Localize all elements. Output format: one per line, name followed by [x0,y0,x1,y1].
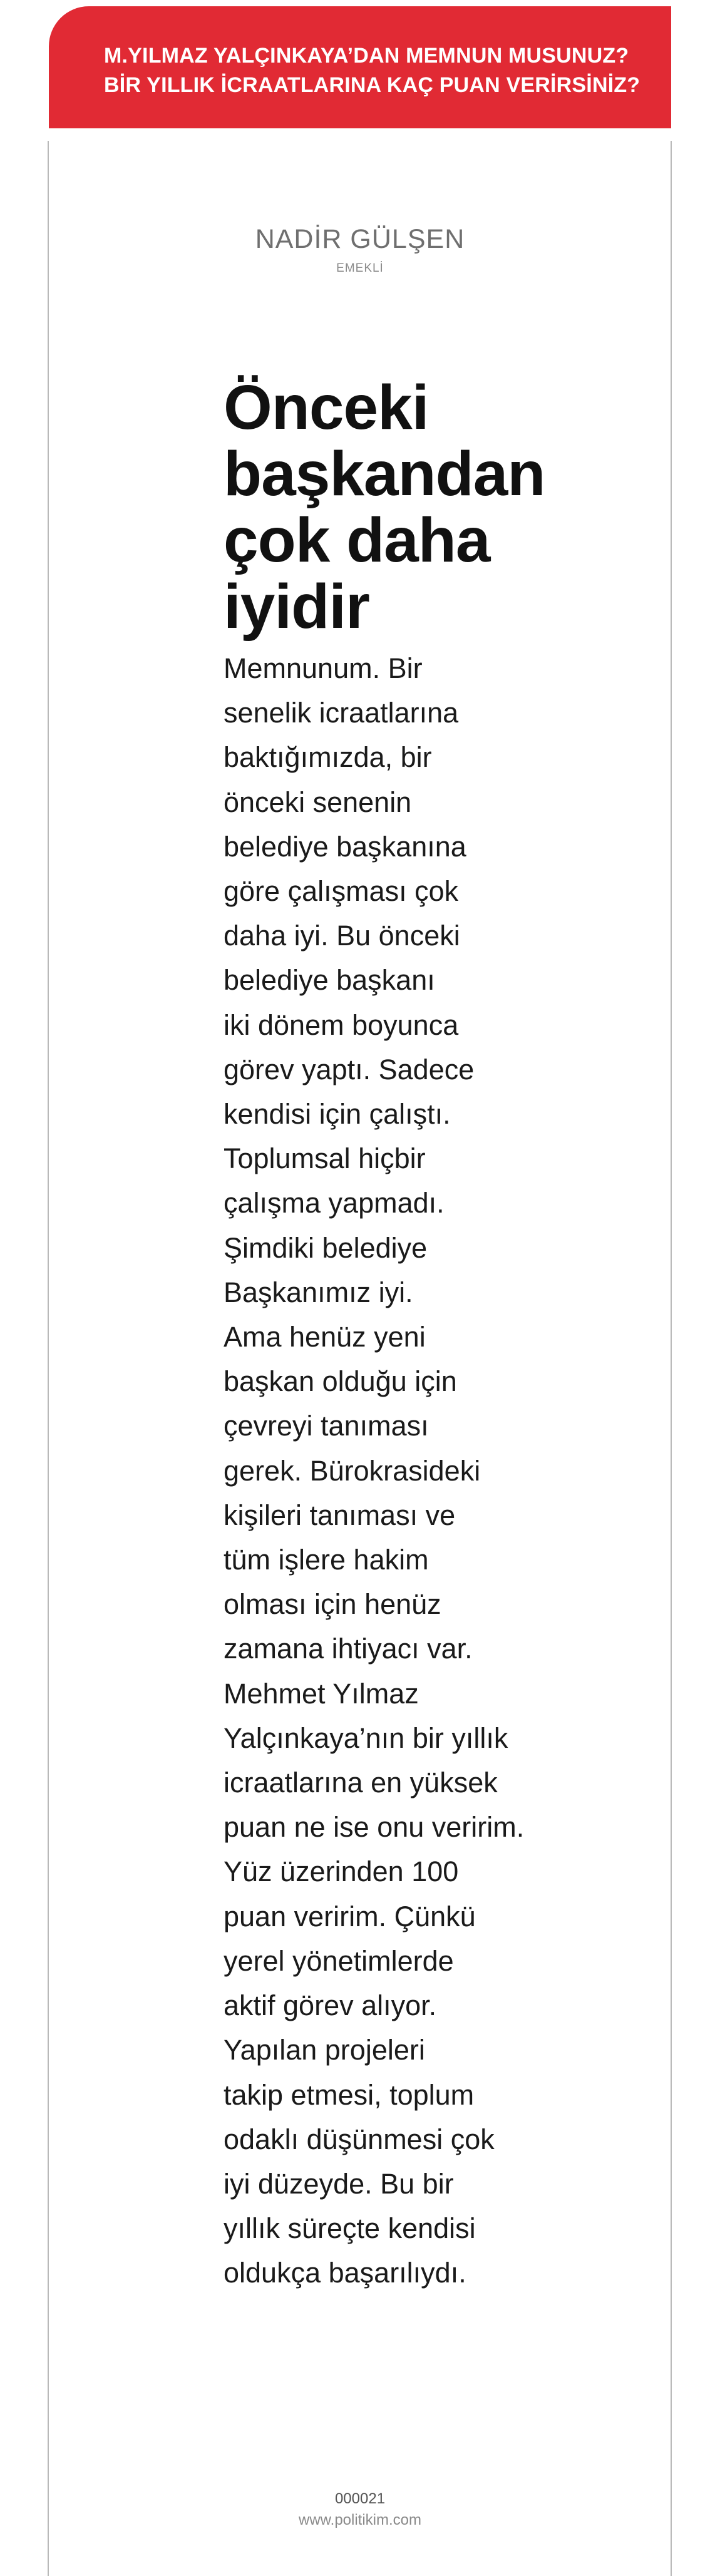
headline [224,372,545,642]
article-body-line: daha iyi. Bu önceki [224,920,460,952]
article-body-line: oldukça başarılıydı. [224,2257,466,2289]
article-body-line: Ama henüz yeni [224,1321,426,1353]
banner-question-line-2: BİR YILLIK İCRAATLARINA KAÇ PUAN VERİRSİNİZ? [104,73,640,97]
article-body-line: Yapılan projeleri [224,2034,425,2066]
article-body [224,646,525,2296]
article-body-line: iki dönem boyunca [224,1008,459,1041]
question-banner [49,6,671,128]
article-body-line: baktığımızda, bir [224,741,432,774]
article-body-line: Yüz üzerinden 100 [224,1855,459,1888]
article-body-line: puan ne ise onu veririm. [224,1811,525,1844]
article-body-line: takip etmesi, toplum [224,2078,475,2111]
article-body-line: belediye başkanı [224,964,435,997]
frame-right-border [671,141,672,2576]
article-body-line: çalışma yapmadı. [224,1187,445,1219]
article-body-line: kişileri tanıması ve [224,1499,456,1531]
article-body-line: çevreyi tanıması [224,1410,429,1442]
article-body-line: Mehmet Yılmaz [224,1677,419,1710]
article-body-line: Memnunum. Bir [224,652,423,684]
headline-line: başkandan [224,439,545,509]
article-body-line: kendisi için çalıştı. [224,1098,451,1131]
article-body-line: önceki senenin [224,786,412,818]
article-body-line: aktif görev alıyor. [224,1989,437,2022]
article-body-line: olması için henüz [224,1588,441,1621]
frame-left-border [48,141,49,2576]
article-body-line: tüm işlere hakim [224,1544,429,1576]
article-body-line: odaklı düşünmesi çok [224,2123,495,2155]
article-body-line: icraatlarına en yüksek [224,1767,498,1799]
author-name: NADİR GÜLŞEN [255,224,465,254]
article-body-line: senelik icraatlarına [224,697,459,729]
article-body-line: yıllık süreçte kendisi [224,2212,476,2245]
headline-line: Önceki [224,372,429,443]
article-body-line: zamana ihtiyacı var. [224,1633,473,1665]
article-body-line: Yalçınkaya’nın bir yıllık [224,1722,508,1754]
headline-line: iyidir [224,572,369,642]
article-body-line: başkan olduğu için [224,1365,457,1398]
article-body-line: göre çalışması çok [224,875,459,908]
headline-line: çok daha [224,505,490,575]
article-body-line: puan veririm. Çünkü [224,1900,476,1932]
website-link[interactable]: www.politikim.com [298,2512,422,2528]
article-body-line: belediye başkanına [224,830,466,863]
author-role: EMEKLİ [336,262,384,275]
page-number: 000021 [334,2490,386,2507]
article-body-line: Şimdiki belediye [224,1231,428,1264]
article-body-line: Başkanımız iyi. [224,1276,413,1308]
article-body-line: yerel yönetimlerde [224,1944,454,1977]
article-body-line: Toplumsal hiçbir [224,1142,426,1175]
article-body-line: gerek. Bürokrasideki [224,1454,481,1487]
banner-question-line-1: M.YILMAZ YALÇINKAYA’DAN MEMNUN MUSUNUZ? [104,44,629,68]
article-body-line: iyi düzeyde. Bu bir [224,2167,454,2200]
article-body-line: görev yaptı. Sadece [224,1053,475,1085]
